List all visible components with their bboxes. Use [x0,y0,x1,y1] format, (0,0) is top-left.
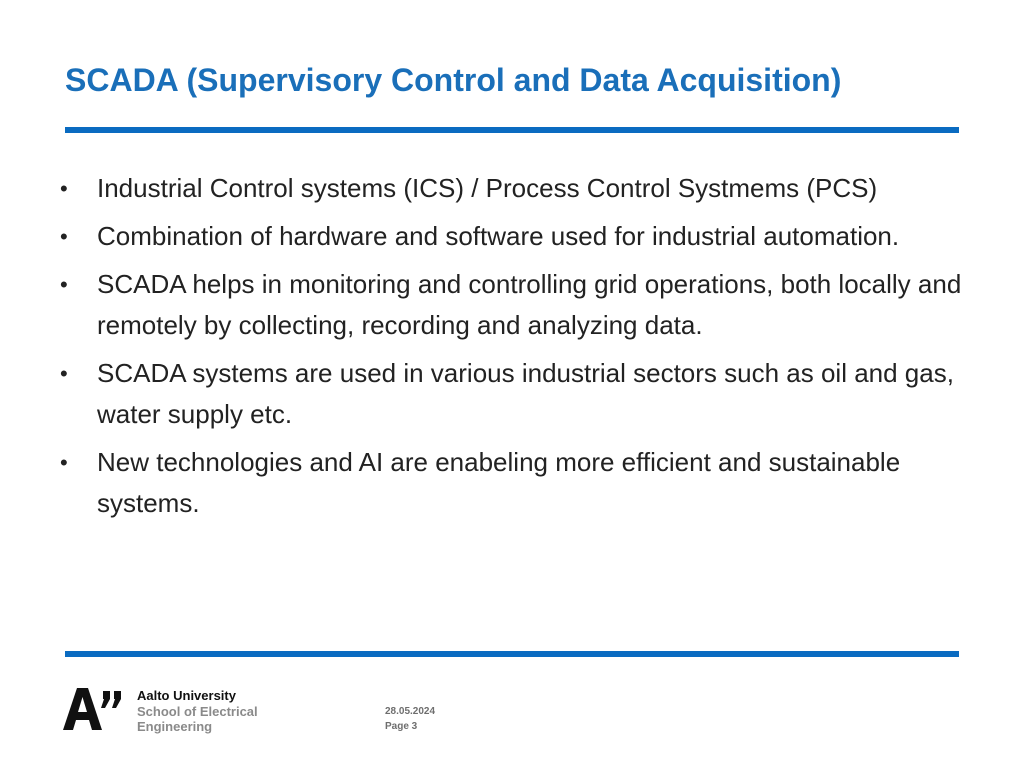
bullet-text: SCADA systems are used in various industrial sectors such as oil and gas, water supply etc. [97,358,954,429]
bullet-dot-icon: • [60,176,68,201]
bullet-item [0,353,1000,435]
bullet-item [0,216,1000,257]
title-divider [65,127,959,133]
school-line-1: School of Electrical [137,703,258,719]
slide-meta [385,704,435,734]
bullet-item [0,168,1000,209]
bullet-dot-icon: • [60,272,68,297]
aalto-a-logo-icon [63,688,123,732]
bullet-item [0,442,1000,524]
footer-divider [65,651,959,657]
bullet-dot-icon: • [60,224,68,249]
slide-title: SCADA (Supervisory Control and Data Acquisition) [65,62,842,98]
org-block [137,688,258,735]
org-name: Aalto University [137,688,236,703]
bullet-text: New technologies and AI are enabeling more efficient and sustainable systems. [97,447,901,518]
slide-date: 28.05.2024 [385,706,436,717]
bullet-dot-icon: • [60,450,68,475]
bullet-list [0,168,1000,531]
bullet-text: SCADA helps in monitoring and controlling grid operations, both locally and remotely by collecting, recording and analyzing data. [97,269,962,340]
bullet-dot-icon: • [60,361,68,386]
school-line-2: Engineering [137,719,213,734]
bullet-text: Industrial Control systems (ICS) / Process Control Systmems (PCS) [97,173,878,203]
bullet-text: Combination of hardware and software used for industrial automation. [97,221,900,251]
bullet-item [0,264,1000,346]
page-number: Page 3 [385,721,418,732]
